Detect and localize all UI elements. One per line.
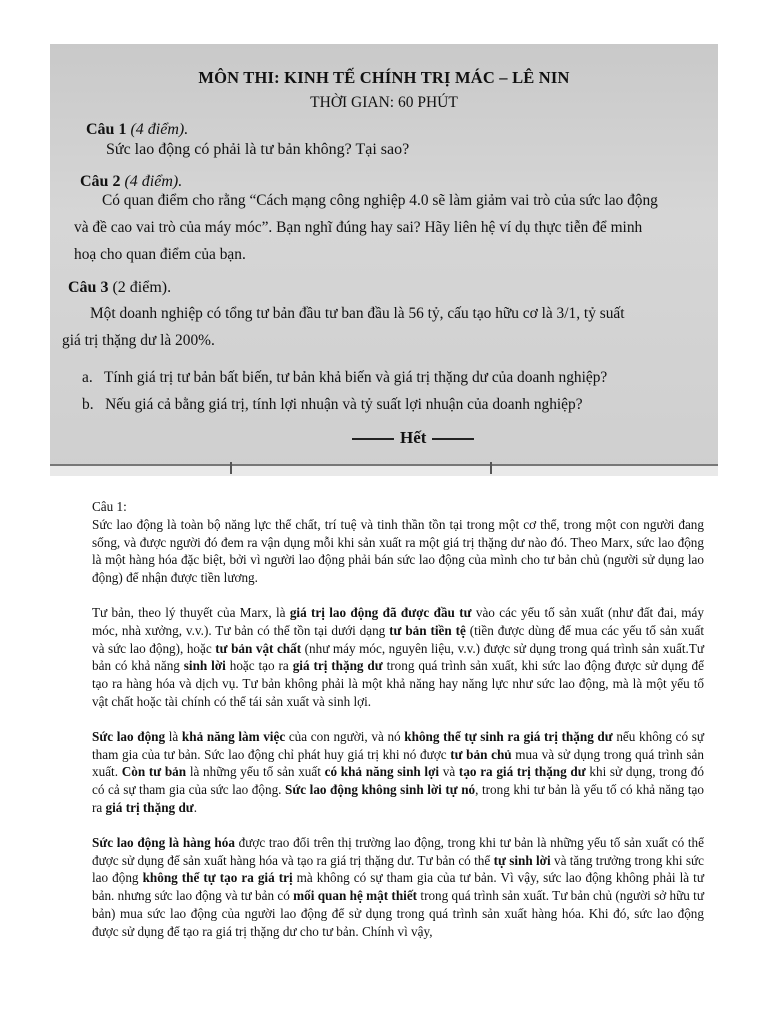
bold-run: không thể tự sinh ra giá trị thặng dư xyxy=(404,728,613,744)
edge-tick xyxy=(230,462,232,474)
q1-text: Sức lao động có phải là tư bản không? Tại sao? xyxy=(106,141,410,158)
end-dash-left xyxy=(352,438,394,440)
bold-run: tạo ra giá trị thặng dư xyxy=(458,764,586,780)
answer-paragraph-1: Sức lao động là toàn bộ năng lực thể chất, trí tuệ và tinh thần tồn tại trong một cơ thể, trong một con người đang sống, và được người đó đem ra vận dụng mỗi khi sản xuất ra một giá trị thặng dư nào đó. Theo Marx, sức lao động là một hàng hóa đặc biệt, bởi vì người lao động phải bán sức lao động của mình cho tư bản chủ (người sử dụng lao động) để nhận được tiền lương. xyxy=(92,516,704,586)
q2-points: (4 điểm). xyxy=(124,173,183,190)
answer-paragraph-4 xyxy=(92,834,704,941)
text-run: trong quá trình sản xuất. Tư bản chủ (người sở hữu tư bản) mua sức lao động của người lao động để sử dụng trong quá trình sản xuất hàng hóa. Khi đó, sức lao động được sử dụng để tạo ra giá trị thặng dư cho tư bản. Chính vì vậy, xyxy=(92,888,704,939)
bold-run: sinh lời xyxy=(183,658,226,674)
bold-run: có khả năng sinh lợi xyxy=(324,764,440,780)
q3-a xyxy=(82,364,607,391)
bold-run: Sức lao động là hàng hóa xyxy=(92,834,235,850)
q2-line-2: và đề cao vai trò của máy móc”. Bạn nghĩ đúng hay sai? Hãy liên hệ ví dụ thực tiễn để minh xyxy=(74,219,643,236)
bold-run: không thể tự tạo ra giá trị xyxy=(142,870,293,886)
q2-label: Câu 2 xyxy=(80,173,121,190)
text-run: và xyxy=(439,764,459,780)
bold-run: Còn tư bản xyxy=(121,764,187,780)
text-run: trong quá trình sản xuất, khi sức lao động được sử dụng để tạo ra hàng hóa và dịch vụ. Tư bản không phải là một khả năng hay năng lực như sức lao động, mà là một yếu tố vật chất hoặc tài chính có thể tái sản xuất và sinh lợi. xyxy=(92,658,704,709)
q3-a-text: Tính giá trị tư bản bất biến, tư bản khả biến và giá trị thặng dư của doanh nghiệp? xyxy=(103,369,608,386)
answer-heading: Câu 1: xyxy=(92,499,127,514)
q3-b-text: Nếu giá cả bằng giá trị, tính lợi nhuận và tỷ suất lợi nhuận của doanh nghiệp? xyxy=(105,396,583,413)
answer-body xyxy=(92,498,704,958)
q3-header xyxy=(68,274,171,301)
q1-label: Câu 1 xyxy=(86,121,127,138)
bold-run: tư bản chủ xyxy=(450,746,512,762)
text-run: mua và sử dụng trong quá trình sản xuất. xyxy=(92,746,705,780)
q3-b-label: b. xyxy=(82,396,94,413)
text-run: hoặc tạo ra xyxy=(225,658,293,674)
bold-run: tư bản tiền tệ xyxy=(389,622,466,638)
q3-points: (2 điểm). xyxy=(112,279,172,296)
text-run: là xyxy=(165,728,182,744)
answer-paragraph-2 xyxy=(92,604,704,711)
bold-run: Sức lao động không sinh lời tự nó xyxy=(285,782,476,798)
bold-run: giá trị lao động đã được đầu tư xyxy=(289,604,472,620)
text-run: , trong khi tư bản là yếu tố có khả năng tạo ra xyxy=(92,782,704,815)
bold-run: Sức lao động xyxy=(92,728,166,744)
bold-run: tư bản vật chất xyxy=(215,640,302,656)
text-run: (như máy móc, nguyên liệu, v.v.) được sử dụng trong quá trình sản xuất.Tư bản có khả năng xyxy=(92,640,704,674)
exam-title: MÔN THI: KINH TẾ CHÍNH TRỊ MÁC – LÊ NIN xyxy=(198,68,570,87)
text-run: và tăng trưởng trong khi sức lao động xyxy=(92,852,704,886)
paper-bottom-edge xyxy=(50,464,718,476)
answer-paragraph-3 xyxy=(92,728,704,817)
text-run: khi sử dụng, trong đó có cả sự tham gia của sức lao động. xyxy=(92,764,704,798)
q2-line-3: hoạ cho quan điểm của bạn. xyxy=(74,246,246,263)
q3-label: Câu 3 xyxy=(68,279,109,296)
text-run: là những yếu tố sản xuất xyxy=(186,764,325,780)
bold-run: mối quan hệ mật thiết xyxy=(293,888,418,904)
bold-run: giá trị thặng dư xyxy=(292,658,383,674)
q3-line-1: Một doanh nghiệp có tổng tư bản đầu tư ban đầu là 56 tỷ, cấu tạo hữu cơ là 3/1, tỷ suất xyxy=(90,305,625,322)
exam-end xyxy=(346,428,480,448)
text-run: của con người, và nó xyxy=(285,728,405,744)
q3-a-label: a. xyxy=(82,369,93,386)
q3-line-2: giá trị thặng dư là 200%. xyxy=(62,332,215,349)
text-run: (tiền được dùng để mua các yếu tố sản xuất và sức lao động), hoặc xyxy=(92,622,705,656)
text-run: vào các yếu tố sản xuất (như đất đai, máy móc, nhà xưởng, v.v.). Tư bản có thể tồn tại dưới dạng xyxy=(92,604,704,638)
text-run: mà không có sự tham gia của tư bản. Vì vậy, sức lao động không phải là tư bản. nhưng sức lao động và tư bản có xyxy=(92,870,704,904)
end-dash-right xyxy=(432,438,474,440)
exam-sheet xyxy=(50,44,718,476)
text-run: nếu không có sự tham gia của tư bản. Sức lao động chỉ phát huy giá trị khi nó được xyxy=(92,728,704,762)
bold-run: tự sinh lời xyxy=(493,852,551,868)
q2-line-1: Có quan điểm cho rằng “Cách mạng công nghiệp 4.0 sẽ làm giảm vai trò của sức lao động xyxy=(102,192,658,209)
q3-b xyxy=(82,391,583,418)
bold-run: khả năng làm việc xyxy=(181,728,286,744)
bold-run: giá trị thặng dư xyxy=(105,799,194,815)
text-run: được trao đổi trên thị trường lao động, trong khi tư bản là những yếu tố sản xuất có thể được sử dụng để sản xuất hàng hóa và tạo ra giá trị thặng dư. Tư bản có thể xyxy=(92,834,704,868)
exam-photo xyxy=(50,44,718,476)
end-text: Hết xyxy=(400,428,427,447)
edge-tick xyxy=(490,462,492,474)
text-run: Tư bản, theo lý thuyết của Marx, là xyxy=(92,604,290,620)
q1-points: (4 điểm). xyxy=(130,121,189,138)
exam-time: THỜI GIAN: 60 PHÚT xyxy=(310,94,458,111)
text-run: . xyxy=(193,799,197,815)
